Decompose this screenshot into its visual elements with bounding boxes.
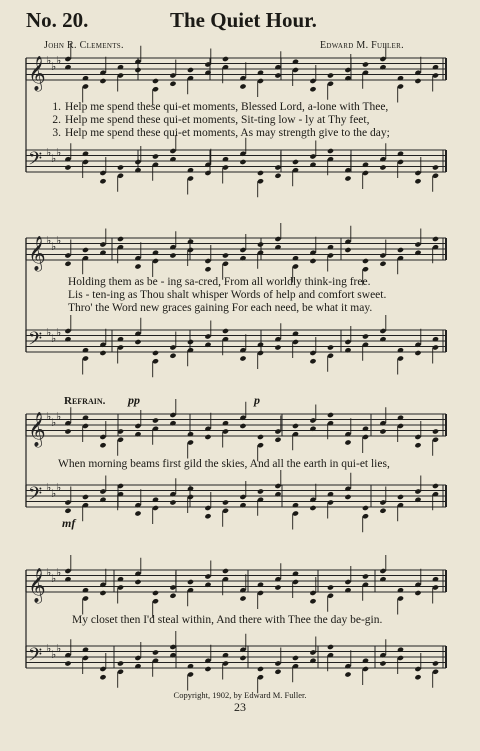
note-head: [204, 170, 211, 176]
hymn-title: The Quiet Hour.: [170, 8, 317, 32]
flat-icon: ♭: [46, 566, 52, 579]
page-number: 23: [234, 700, 246, 714]
note-head: [327, 412, 334, 418]
lyric-line-verse-3: [44, 127, 390, 139]
flat-icon: ♭: [56, 234, 62, 247]
note-head: [169, 252, 176, 258]
note-head: [222, 568, 229, 574]
note-head: [274, 584, 281, 590]
note-head: [327, 644, 334, 650]
lyric-line-verse-1: [44, 101, 388, 113]
treble-clef-icon: 𝄞: [28, 56, 46, 91]
note-head: [99, 590, 106, 596]
flat-icon: ♭: [56, 566, 62, 579]
flat-icon: ♭: [56, 146, 62, 159]
note-head: [64, 508, 71, 514]
note-head: [187, 579, 194, 585]
note-head: [344, 175, 351, 181]
note-head: [169, 353, 176, 359]
note-head: [99, 78, 106, 84]
flat-icon: ♭: [51, 572, 57, 585]
note-head: [239, 655, 246, 661]
note-head: [414, 178, 421, 184]
note-head: [222, 499, 229, 505]
note-head: [344, 247, 351, 253]
note-head: [397, 494, 404, 500]
note-head: [414, 590, 421, 596]
note-head: [257, 488, 264, 494]
note-head: [309, 358, 316, 364]
bass-clef-icon: 𝄢: [28, 329, 43, 354]
note-head: [257, 434, 264, 440]
note-head: [239, 159, 246, 165]
note-head: [64, 660, 71, 666]
flat-icon: ♭: [56, 410, 62, 423]
note-head: [64, 261, 71, 267]
lyric-text: Help me spend these qui-et moments, Sit-ting low - ly at Thy feet,: [65, 114, 370, 126]
lyric-text: Help me spend these qui-et moments, As may strength give to the day;: [65, 127, 390, 139]
note-head: [82, 494, 89, 500]
note-head: [292, 423, 299, 429]
note-head: [362, 573, 369, 579]
note-head: [327, 584, 334, 590]
note-head: [152, 417, 159, 423]
note-head: [327, 344, 334, 350]
flat-icon: ♭: [51, 60, 57, 73]
note-head: [274, 173, 281, 179]
note-head: [362, 258, 369, 264]
note-head: [152, 590, 159, 596]
lyric-line-verse-2: Lis - ten-ing as Thou shalt whisper Words of help and comfort sweet.: [68, 289, 387, 301]
note-head: [274, 669, 281, 675]
flat-icon: ♭: [51, 416, 57, 429]
note-head: [222, 56, 229, 62]
note-head: [344, 671, 351, 677]
note-head: [204, 434, 211, 440]
note-head: [257, 666, 264, 672]
note-head: [169, 81, 176, 87]
note-head: [362, 333, 369, 339]
flat-icon: ♭: [56, 642, 62, 655]
note-head: [274, 437, 281, 443]
note-head: [327, 148, 334, 154]
note-head: [204, 266, 211, 272]
flat-icon: ♭: [46, 642, 52, 655]
dynamic-pianissimo: pp: [128, 393, 140, 407]
note-head: [222, 328, 229, 334]
note-head: [117, 236, 124, 242]
note-head: [432, 428, 439, 434]
note-head: [344, 494, 351, 500]
note-head: [257, 241, 264, 247]
note-head: [414, 442, 421, 448]
note-head: [134, 510, 141, 516]
note-head: [414, 674, 421, 680]
note-head: [187, 339, 194, 345]
flat-icon: ♭: [46, 326, 52, 339]
lyric-line-verse-2: [44, 114, 369, 126]
verse-number: 1.: [52, 101, 61, 113]
flat-icon: ♭: [51, 152, 57, 165]
note-head: [432, 164, 439, 170]
treble-clef-icon: 𝄞: [28, 412, 46, 447]
note-head: [204, 513, 211, 519]
note-head: [239, 83, 246, 89]
note-head: [379, 261, 386, 267]
flat-icon: ♭: [56, 326, 62, 339]
note-head: [152, 78, 159, 84]
note-head: [64, 428, 71, 434]
note-head: [432, 236, 439, 242]
flat-icon: ♭: [46, 146, 52, 159]
note-head: [292, 655, 299, 661]
note-head: [222, 252, 229, 258]
refrain-lyric-line: When morning beams first gild the skies, And all the earth in qui-et lies,: [58, 458, 390, 470]
flat-icon: ♭: [51, 240, 57, 253]
bass-clef-icon: 𝄢: [28, 149, 43, 174]
note-head: [414, 350, 421, 356]
note-head: [257, 170, 264, 176]
flat-icon: ♭: [46, 481, 52, 494]
note-head: [239, 423, 246, 429]
flat-icon: ♭: [56, 54, 62, 67]
dynamic-mezzo-forte: mf: [62, 516, 76, 530]
lyric-text: Help me spend these qui-et moments, Blessed Lord, a-lone with Thee,: [65, 101, 389, 113]
verse-number: 2.: [52, 114, 61, 126]
note-head: [379, 508, 386, 514]
flat-icon: ♭: [46, 410, 52, 423]
note-head: [379, 660, 386, 666]
note-head: [169, 593, 176, 599]
note-head: [379, 428, 386, 434]
note-head: [204, 666, 211, 672]
treble-clef-icon: 𝄞: [28, 236, 46, 271]
note-head: [169, 499, 176, 505]
note-head: [99, 178, 106, 184]
note-head: [309, 86, 316, 92]
lyric-line-verse-1: Holding them as be - ing sa-cred, From all worldly think-ing free.: [68, 276, 371, 288]
flat-icon: ♭: [51, 332, 57, 345]
note-head: [239, 355, 246, 361]
note-head: [274, 344, 281, 350]
flat-icon: ♭: [46, 54, 52, 67]
flat-icon: ♭: [46, 234, 52, 247]
note-head: [99, 674, 106, 680]
note-head: [432, 660, 439, 666]
note-head: [309, 598, 316, 604]
note-head: [327, 72, 334, 78]
treble-clef-icon: 𝄞: [28, 568, 46, 603]
note-head: [309, 505, 316, 511]
lyric-line-verse-3: Thro' the Word new graces gaining For each need, be what it may.: [68, 302, 373, 314]
note-head: [99, 442, 106, 448]
note-head: [152, 649, 159, 655]
dynamic-piano: p: [254, 393, 260, 407]
note-head: [134, 339, 141, 345]
note-head: [309, 258, 316, 264]
bass-clef-icon: 𝄢: [28, 645, 43, 670]
flat-icon: ♭: [56, 481, 62, 494]
note-head: [134, 67, 141, 73]
note-head: [117, 660, 124, 666]
note-head: [82, 247, 89, 253]
note-head: [362, 505, 369, 511]
note-head: [134, 263, 141, 269]
note-head: [344, 439, 351, 445]
hymn-number: No. 20.: [26, 8, 89, 32]
note-head: [292, 159, 299, 165]
verse-number: 3.: [52, 127, 61, 139]
note-head: [152, 153, 159, 159]
note-head: [117, 164, 124, 170]
bass-clef-icon: 𝄢: [28, 484, 43, 509]
note-head: [397, 247, 404, 253]
note-head: [152, 350, 159, 356]
lyricist-credit: John R. Clements.: [44, 40, 124, 51]
note-head: [414, 78, 421, 84]
refrain-lyric-line: My closet then I'd steal within, And there with Thee the day be-gin.: [72, 614, 383, 626]
note-head: [379, 164, 386, 170]
note-head: [432, 483, 439, 489]
note-head: [134, 579, 141, 585]
note-head: [99, 350, 106, 356]
flat-icon: ♭: [51, 487, 57, 500]
composer-credit: Edward M. Fuller.: [320, 40, 404, 51]
refrain-label: Refrain.: [64, 395, 106, 407]
note-head: [64, 164, 71, 170]
note-head: [362, 61, 369, 67]
flat-icon: ♭: [51, 648, 57, 661]
note-head: [187, 67, 194, 73]
note-head: [239, 595, 246, 601]
copyright-notice: Copyright, 1902, by Edward M. Fuller.: [173, 690, 307, 700]
